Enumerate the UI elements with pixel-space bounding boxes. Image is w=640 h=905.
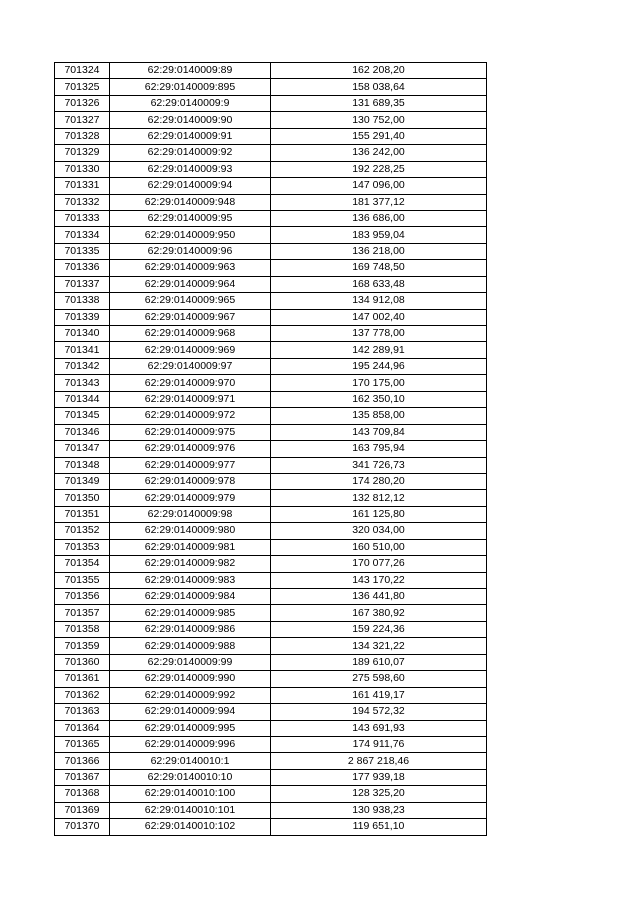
- row-number-cell: 701370: [55, 819, 110, 835]
- cadastral-number-cell: 62:29:0140009:895: [110, 79, 271, 95]
- table-row: [55, 589, 487, 605]
- cadastral-number-cell: 62:29:0140009:99: [110, 654, 271, 670]
- cadastral-number-cell: 62:29:0140009:976: [110, 441, 271, 457]
- row-number-cell: 701364: [55, 720, 110, 736]
- table-row: [55, 654, 487, 670]
- cadastral-value-cell: 159 224,36: [271, 621, 487, 637]
- cadastral-number-cell: 62:29:0140009:950: [110, 227, 271, 243]
- cadastral-number-cell: 62:29:0140009:89: [110, 63, 271, 79]
- cadastral-number-cell: 62:29:0140009:982: [110, 556, 271, 572]
- table-row: [55, 243, 487, 259]
- cadastral-value-cell: 174 911,76: [271, 736, 487, 752]
- table-row: [55, 293, 487, 309]
- cadastral-number-cell: 62:29:0140009:95: [110, 210, 271, 226]
- table-row: [55, 161, 487, 177]
- row-number-cell: 701362: [55, 687, 110, 703]
- cadastral-value-cell: 341 726,73: [271, 457, 487, 473]
- cadastral-number-cell: 62:29:0140009:964: [110, 276, 271, 292]
- table-row: [55, 145, 487, 161]
- row-number-cell: 701365: [55, 736, 110, 752]
- cadastral-value-cell: 170 175,00: [271, 375, 487, 391]
- table-row: [55, 424, 487, 440]
- table-row: [55, 523, 487, 539]
- row-number-cell: 701350: [55, 490, 110, 506]
- table-row: [55, 671, 487, 687]
- cadastral-number-cell: 62:29:0140009:986: [110, 621, 271, 637]
- table-row: [55, 391, 487, 407]
- cadastral-number-cell: 62:29:0140009:978: [110, 473, 271, 489]
- cadastral-number-cell: 62:29:0140009:94: [110, 178, 271, 194]
- table-row: [55, 227, 487, 243]
- cadastral-number-cell: 62:29:0140009:96: [110, 243, 271, 259]
- cadastral-value-cell: 192 228,25: [271, 161, 487, 177]
- row-number-cell: 701335: [55, 243, 110, 259]
- cadastral-number-cell: 62:29:0140009:9: [110, 95, 271, 111]
- cadastral-number-cell: 62:29:0140009:985: [110, 605, 271, 621]
- row-number-cell: 701340: [55, 326, 110, 342]
- cadastral-value-cell: 136 441,80: [271, 589, 487, 605]
- table-row: [55, 720, 487, 736]
- row-number-cell: 701326: [55, 95, 110, 111]
- cadastral-value-cell: 132 812,12: [271, 490, 487, 506]
- cadastral-value-cell: 158 038,64: [271, 79, 487, 95]
- cadastral-value-cell: 136 218,00: [271, 243, 487, 259]
- row-number-cell: 701345: [55, 408, 110, 424]
- cadastral-number-cell: 62:29:0140009:92: [110, 145, 271, 161]
- cadastral-value-cell: 183 959,04: [271, 227, 487, 243]
- cadastral-value-cell: 135 858,00: [271, 408, 487, 424]
- cadastral-value-cell: 174 280,20: [271, 473, 487, 489]
- table-row: [55, 539, 487, 555]
- cadastral-value-cell: 168 633,48: [271, 276, 487, 292]
- cadastral-value-cell: 177 939,18: [271, 769, 487, 785]
- cadastral-number-cell: 62:29:0140010:101: [110, 802, 271, 818]
- row-number-cell: 701331: [55, 178, 110, 194]
- cadastral-value-cell: 137 778,00: [271, 326, 487, 342]
- row-number-cell: 701358: [55, 621, 110, 637]
- row-number-cell: 701332: [55, 194, 110, 210]
- cadastral-number-cell: 62:29:0140009:994: [110, 704, 271, 720]
- row-number-cell: 701334: [55, 227, 110, 243]
- row-number-cell: 701367: [55, 769, 110, 785]
- cadastral-value-cell: 275 598,60: [271, 671, 487, 687]
- cadastral-number-cell: 62:29:0140010:1: [110, 753, 271, 769]
- table-row: [55, 753, 487, 769]
- cadastral-number-cell: 62:29:0140009:948: [110, 194, 271, 210]
- table-row: [55, 128, 487, 144]
- row-number-cell: 701359: [55, 638, 110, 654]
- row-number-cell: 701338: [55, 293, 110, 309]
- cadastral-number-cell: 62:29:0140010:100: [110, 786, 271, 802]
- cadastral-value-cell: 189 610,07: [271, 654, 487, 670]
- cadastral-number-cell: 62:29:0140009:983: [110, 572, 271, 588]
- table-row: [55, 457, 487, 473]
- row-number-cell: 701354: [55, 556, 110, 572]
- cadastral-value-cell: 131 689,35: [271, 95, 487, 111]
- table-row: [55, 63, 487, 79]
- table-row: [55, 621, 487, 637]
- cadastral-value-cell: 160 510,00: [271, 539, 487, 555]
- cadastral-value-cell: 142 289,91: [271, 342, 487, 358]
- cadastral-value-cell: 136 242,00: [271, 145, 487, 161]
- cadastral-value-table: [54, 62, 487, 836]
- cadastral-number-cell: 62:29:0140009:970: [110, 375, 271, 391]
- cadastral-value-cell: 181 377,12: [271, 194, 487, 210]
- row-number-cell: 701328: [55, 128, 110, 144]
- cadastral-value-cell: 128 325,20: [271, 786, 487, 802]
- table-row: [55, 276, 487, 292]
- cadastral-number-cell: 62:29:0140009:990: [110, 671, 271, 687]
- table-row: [55, 736, 487, 752]
- table-row: [55, 638, 487, 654]
- table-row: [55, 704, 487, 720]
- table-row: [55, 260, 487, 276]
- table-row: [55, 194, 487, 210]
- cadastral-value-cell: 143 691,93: [271, 720, 487, 736]
- cadastral-number-cell: 62:29:0140009:988: [110, 638, 271, 654]
- cadastral-value-cell: 155 291,40: [271, 128, 487, 144]
- row-number-cell: 701343: [55, 375, 110, 391]
- cadastral-number-cell: 62:29:0140009:971: [110, 391, 271, 407]
- row-number-cell: 701337: [55, 276, 110, 292]
- cadastral-value-cell: 170 077,26: [271, 556, 487, 572]
- table-row: [55, 210, 487, 226]
- table-row: [55, 769, 487, 785]
- cadastral-value-cell: 147 096,00: [271, 178, 487, 194]
- cadastral-number-cell: 62:29:0140009:98: [110, 506, 271, 522]
- cadastral-value-cell: 169 748,50: [271, 260, 487, 276]
- row-number-cell: 701344: [55, 391, 110, 407]
- cadastral-number-cell: 62:29:0140010:10: [110, 769, 271, 785]
- cadastral-number-cell: 62:29:0140009:965: [110, 293, 271, 309]
- cadastral-value-cell: 167 380,92: [271, 605, 487, 621]
- cadastral-value-cell: 119 651,10: [271, 819, 487, 835]
- cadastral-value-cell: 147 002,40: [271, 309, 487, 325]
- row-number-cell: 701355: [55, 572, 110, 588]
- table-row: [55, 112, 487, 128]
- row-number-cell: 701366: [55, 753, 110, 769]
- cadastral-value-cell: 134 321,22: [271, 638, 487, 654]
- table-row: [55, 375, 487, 391]
- table-row: [55, 506, 487, 522]
- cadastral-number-cell: 62:29:0140009:984: [110, 589, 271, 605]
- table-row: [55, 342, 487, 358]
- cadastral-value-cell: 130 752,00: [271, 112, 487, 128]
- row-number-cell: 701339: [55, 309, 110, 325]
- table-row: [55, 178, 487, 194]
- cadastral-value-table-container: [54, 62, 487, 836]
- cadastral-number-cell: 62:29:0140009:963: [110, 260, 271, 276]
- row-number-cell: 701363: [55, 704, 110, 720]
- row-number-cell: 701368: [55, 786, 110, 802]
- cadastral-value-cell: 134 912,08: [271, 293, 487, 309]
- cadastral-value-cell: 162 208,20: [271, 63, 487, 79]
- row-number-cell: 701347: [55, 441, 110, 457]
- cadastral-number-cell: 62:29:0140009:995: [110, 720, 271, 736]
- row-number-cell: 701341: [55, 342, 110, 358]
- row-number-cell: 701346: [55, 424, 110, 440]
- row-number-cell: 701356: [55, 589, 110, 605]
- row-number-cell: 701361: [55, 671, 110, 687]
- cadastral-value-cell: 161 125,80: [271, 506, 487, 522]
- row-number-cell: 701342: [55, 358, 110, 374]
- table-row: [55, 572, 487, 588]
- cadastral-value-cell: 143 709,84: [271, 424, 487, 440]
- row-number-cell: 701348: [55, 457, 110, 473]
- row-number-cell: 701357: [55, 605, 110, 621]
- cadastral-value-cell: 143 170,22: [271, 572, 487, 588]
- cadastral-number-cell: 62:29:0140009:967: [110, 309, 271, 325]
- table-row: [55, 556, 487, 572]
- cadastral-number-cell: 62:29:0140009:91: [110, 128, 271, 144]
- row-number-cell: 701351: [55, 506, 110, 522]
- cadastral-value-cell: 163 795,94: [271, 441, 487, 457]
- row-number-cell: 701352: [55, 523, 110, 539]
- row-number-cell: 701330: [55, 161, 110, 177]
- cadastral-value-cell: 2 867 218,46: [271, 753, 487, 769]
- cadastral-value-cell: 162 350,10: [271, 391, 487, 407]
- cadastral-number-cell: 62:29:0140009:975: [110, 424, 271, 440]
- table-row: [55, 786, 487, 802]
- cadastral-value-cell: 161 419,17: [271, 687, 487, 703]
- cadastral-value-cell: 195 244,96: [271, 358, 487, 374]
- cadastral-number-cell: 62:29:0140009:981: [110, 539, 271, 555]
- table-row: [55, 490, 487, 506]
- table-row: [55, 358, 487, 374]
- cadastral-number-cell: 62:29:0140009:972: [110, 408, 271, 424]
- table-row: [55, 79, 487, 95]
- cadastral-value-cell: 194 572,32: [271, 704, 487, 720]
- table-row: [55, 473, 487, 489]
- table-row: [55, 326, 487, 342]
- table-body: [55, 63, 487, 836]
- row-number-cell: 701327: [55, 112, 110, 128]
- cadastral-number-cell: 62:29:0140009:90: [110, 112, 271, 128]
- table-row: [55, 95, 487, 111]
- cadastral-number-cell: 62:29:0140009:996: [110, 736, 271, 752]
- cadastral-number-cell: 62:29:0140009:979: [110, 490, 271, 506]
- row-number-cell: 701329: [55, 145, 110, 161]
- cadastral-value-cell: 136 686,00: [271, 210, 487, 226]
- row-number-cell: 701336: [55, 260, 110, 276]
- table-row: [55, 441, 487, 457]
- cadastral-number-cell: 62:29:0140009:97: [110, 358, 271, 374]
- cadastral-number-cell: 62:29:0140009:992: [110, 687, 271, 703]
- cadastral-number-cell: 62:29:0140009:980: [110, 523, 271, 539]
- row-number-cell: 701333: [55, 210, 110, 226]
- row-number-cell: 701369: [55, 802, 110, 818]
- table-row: [55, 605, 487, 621]
- row-number-cell: 701353: [55, 539, 110, 555]
- cadastral-value-cell: 130 938,23: [271, 802, 487, 818]
- cadastral-number-cell: 62:29:0140009:93: [110, 161, 271, 177]
- cadastral-number-cell: 62:29:0140009:968: [110, 326, 271, 342]
- cadastral-number-cell: 62:29:0140009:969: [110, 342, 271, 358]
- cadastral-value-cell: 320 034,00: [271, 523, 487, 539]
- table-row: [55, 408, 487, 424]
- row-number-cell: 701360: [55, 654, 110, 670]
- row-number-cell: 701349: [55, 473, 110, 489]
- row-number-cell: 701324: [55, 63, 110, 79]
- table-row: [55, 687, 487, 703]
- cadastral-number-cell: 62:29:0140010:102: [110, 819, 271, 835]
- row-number-cell: 701325: [55, 79, 110, 95]
- table-row: [55, 819, 487, 835]
- cadastral-number-cell: 62:29:0140009:977: [110, 457, 271, 473]
- table-row: [55, 802, 487, 818]
- table-row: [55, 309, 487, 325]
